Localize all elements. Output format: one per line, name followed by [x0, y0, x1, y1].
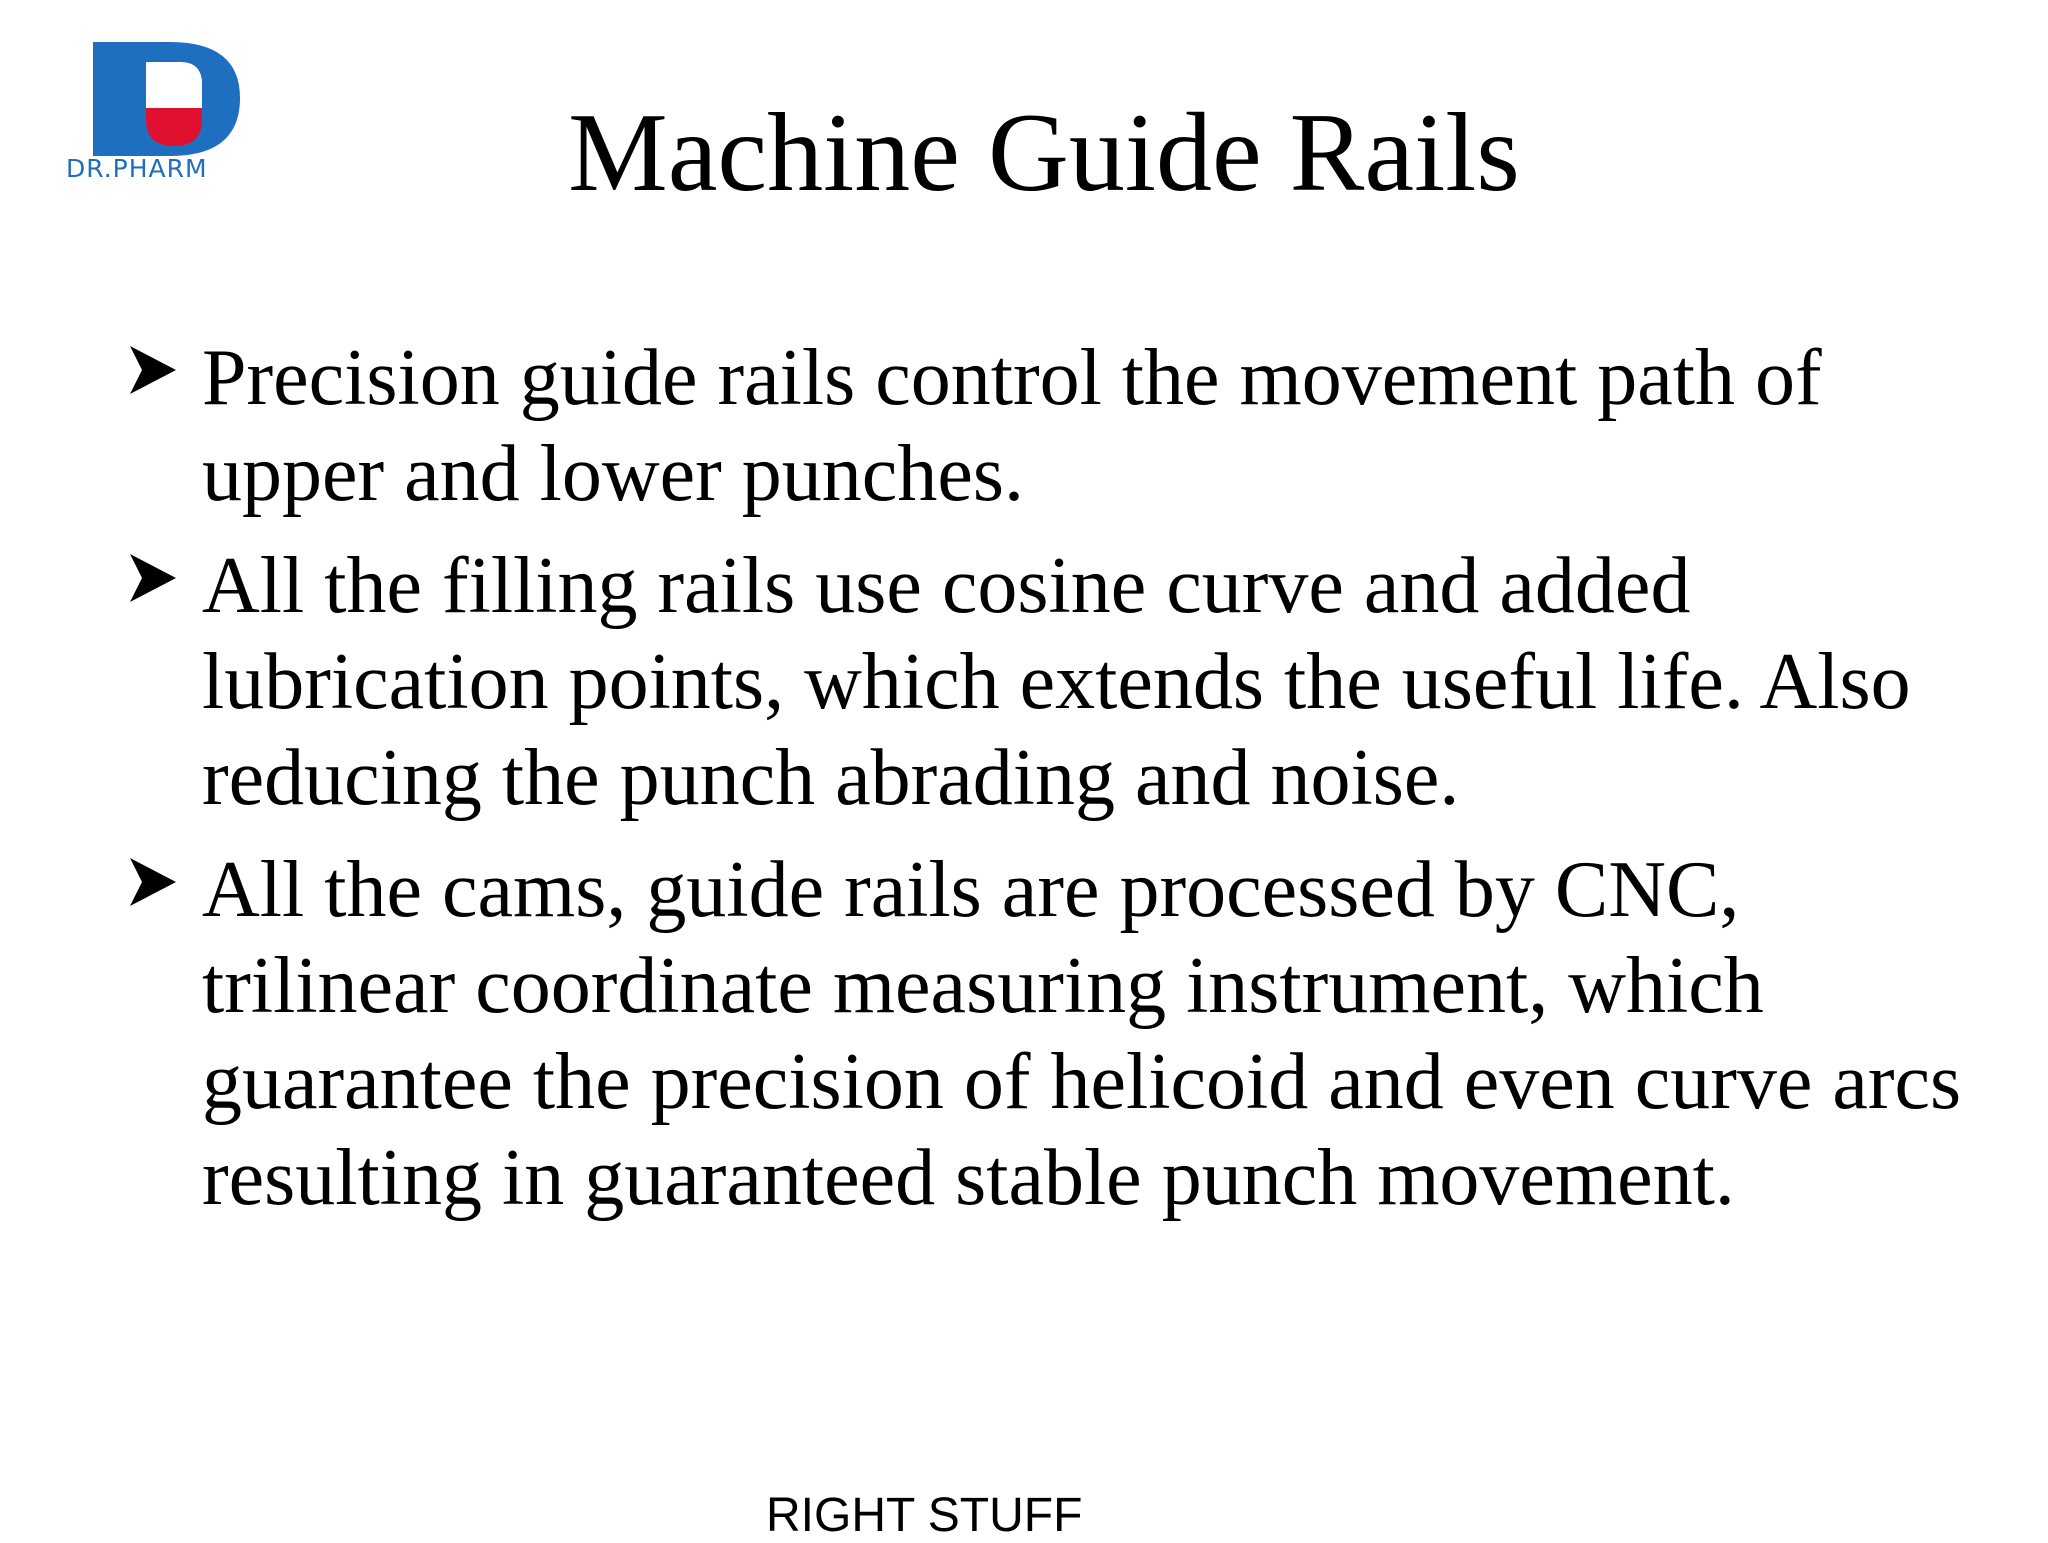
- arrowhead-bullet-icon: [128, 856, 178, 908]
- bullet-line: Precision guide rails control the movement path of: [202, 334, 1822, 422]
- bullet-line: All the cams, guide rails are processed by CNC,: [202, 846, 1740, 934]
- bullet-line: trilinear coordinate measuring instrument, which: [202, 942, 1764, 1030]
- bullet-line: reducing the punch abrading and noise.: [202, 734, 1460, 822]
- bullet-item: [128, 842, 2008, 1226]
- slide-title: Machine Guide Rails: [568, 91, 1520, 215]
- bullet-line: resulting in guaranteed stable punch movement.: [202, 1134, 1735, 1222]
- arrowhead-bullet-icon: [128, 552, 178, 604]
- arrowhead-bullet-icon: [128, 344, 178, 396]
- bullet-line: lubrication points, which extends the useful life. Also: [202, 638, 1911, 726]
- bullet-line: guarantee the precision of helicoid and even curve arcs: [202, 1038, 1962, 1126]
- bullet-line: All the filling rails use cosine curve and added: [202, 542, 1691, 630]
- bullet-text: [202, 538, 2008, 826]
- bullet-list: [128, 330, 2008, 1242]
- bullet-text: [202, 842, 2008, 1226]
- bullet-item: [128, 538, 2008, 826]
- bullet-item: [128, 330, 2008, 522]
- footer-text: RIGHT STUFF: [766, 1489, 1083, 1542]
- bullet-line: upper and lower punches.: [202, 430, 1024, 518]
- logo-text: DR.PHARM: [66, 154, 208, 183]
- bullet-text: [202, 330, 2008, 522]
